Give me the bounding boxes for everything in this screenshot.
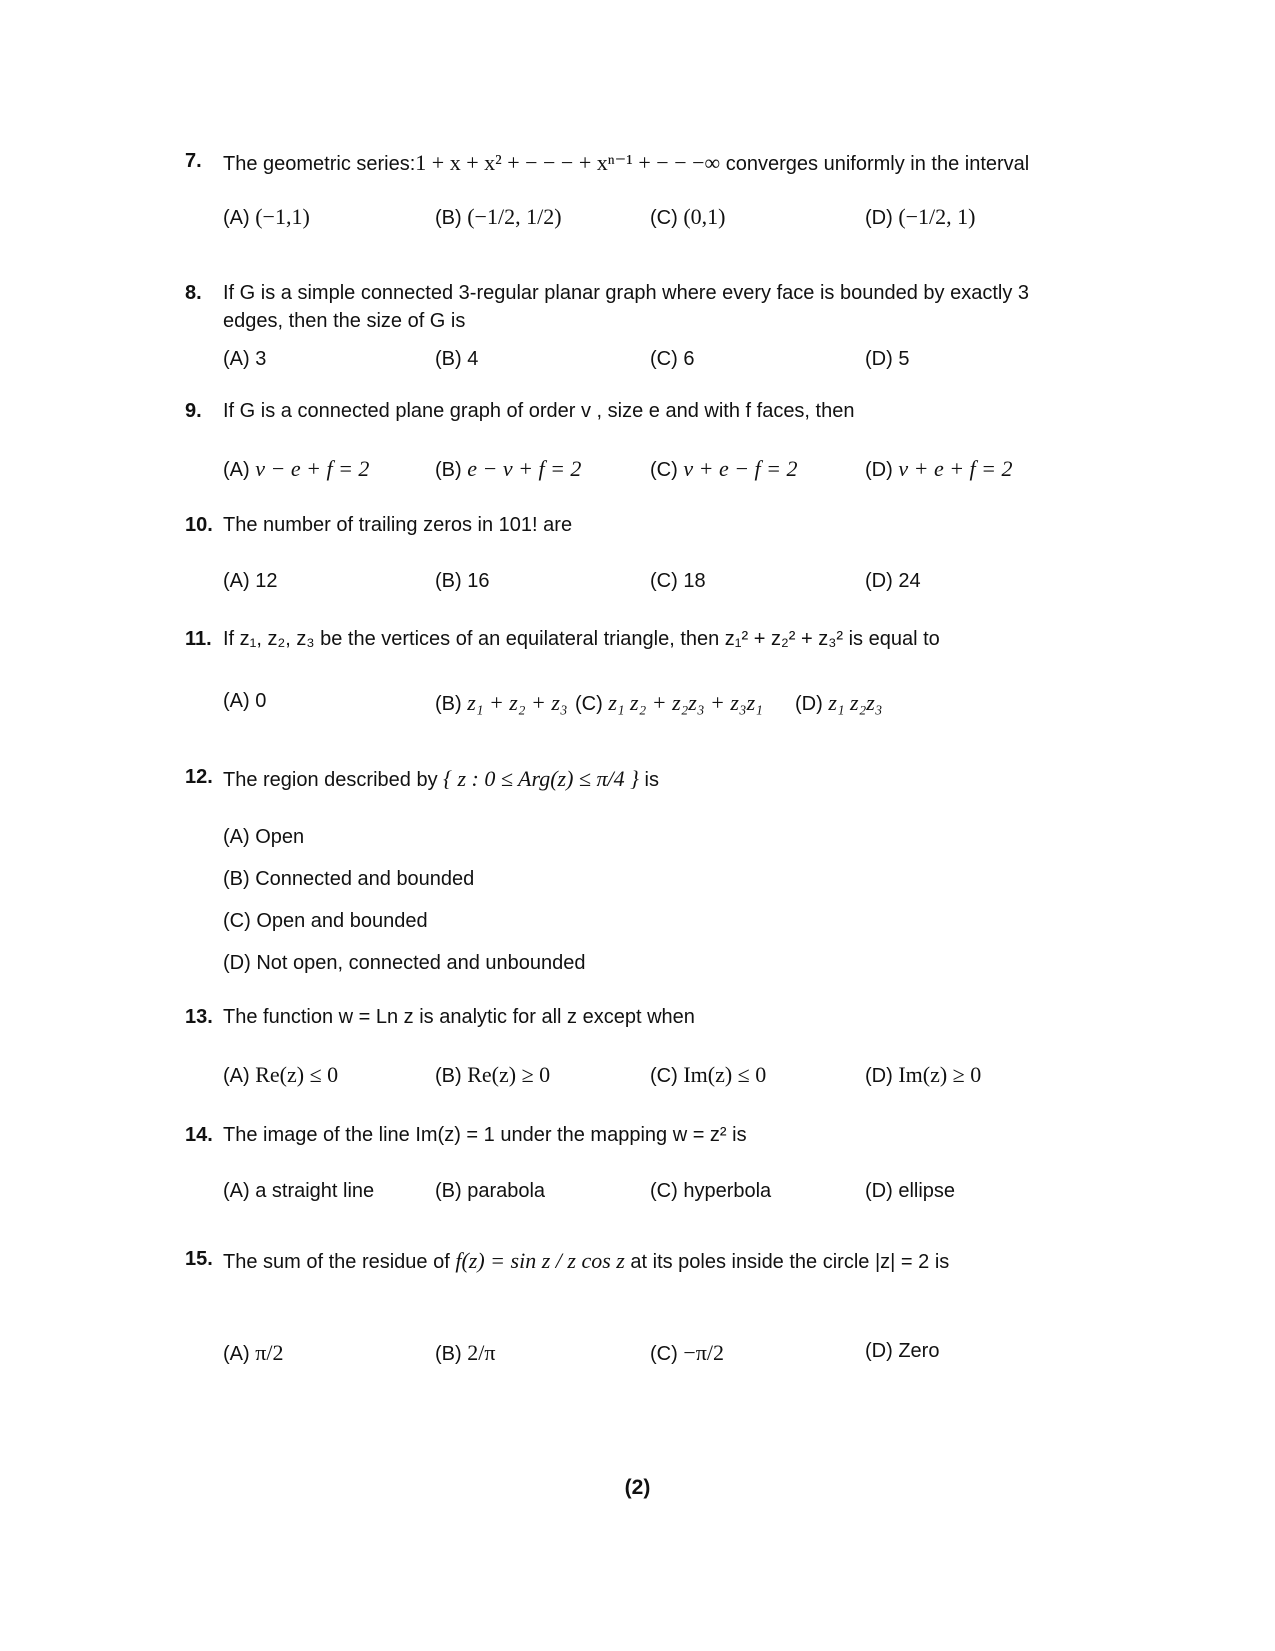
option-d[interactable]: (D) (−1/2, 1) <box>865 204 976 229</box>
option-d[interactable]: (D) z₁ z₂z₃ <box>795 690 883 715</box>
option-c[interactable]: (C) (0,1) <box>650 204 726 229</box>
question-number: 10. <box>185 514 213 536</box>
option-c[interactable]: (C) v + e − f = 2 <box>650 456 798 481</box>
question-text-line-1: If G is a simple connected 3-regular planar graph where every face is bounded by exactly 3 <box>223 282 1029 304</box>
option-d[interactable]: (D) Im(z) ≥ 0 <box>865 1062 982 1087</box>
option-a[interactable]: (A) a straight line <box>223 1180 375 1202</box>
option-b[interactable]: (B) z₁ + z₂ + z₃ <box>435 690 568 715</box>
question-text: The image of the line Im(z) = 1 under the mapping w = z² is <box>223 1124 747 1146</box>
question-number: 9. <box>185 400 202 422</box>
option-a[interactable]: (A) v − e + f = 2 <box>223 456 370 481</box>
option-d[interactable]: (D) v + e + f = 2 <box>865 456 1013 481</box>
option-b[interactable]: (B) (−1/2, 1/2) <box>435 204 562 229</box>
question-number: 11. <box>185 628 212 650</box>
option-c[interactable]: (C) 6 <box>650 348 695 370</box>
question-text: The region described by { z : 0 ≤ Arg(z) ≤ π/4 } is <box>223 766 659 791</box>
option-b[interactable]: (B) 16 <box>435 570 490 592</box>
option-a[interactable]: (A) π/2 <box>223 1340 284 1365</box>
option-a[interactable]: (A) 3 <box>223 348 267 370</box>
question-text: The geometric series:1 + x + x² + − − − + xⁿ⁻¹ + − − −∞ converges uniformly in the interval <box>223 150 1030 175</box>
option-b[interactable]: (B) parabola <box>435 1180 546 1202</box>
question-number: 8. <box>185 282 202 304</box>
series-expression: 1 + x + x² + − − − + xⁿ⁻¹ + − − −∞ <box>415 150 721 175</box>
option-d[interactable]: (D) Not open, connected and unbounded <box>223 952 586 974</box>
option-a[interactable]: (A) Open <box>223 826 305 848</box>
option-b[interactable]: (B) Connected and bounded <box>223 868 475 890</box>
option-c[interactable]: (C) Open and bounded <box>223 910 428 932</box>
question-text: If z₁, z₂, z₃ be the vertices of an equilateral triangle, then z₁² + z₂² + z₃² is equal to <box>223 628 940 650</box>
option-b[interactable]: (B) Re(z) ≥ 0 <box>435 1062 551 1087</box>
option-c[interactable]: (C) z₁ z₂ + z₂z₃ + z₃z₁ <box>575 690 763 715</box>
question-number: 15. <box>185 1248 213 1270</box>
question-text: The number of trailing zeros in 101! are <box>223 514 573 536</box>
option-c[interactable]: (C) hyperbola <box>650 1180 772 1202</box>
option-d[interactable]: (D) ellipse <box>865 1180 956 1202</box>
option-b[interactable]: (B) e − v + f = 2 <box>435 456 582 481</box>
set-expression: { z : 0 ≤ Arg(z) ≤ π/4 } <box>443 766 639 791</box>
option-c[interactable]: (C) Im(z) ≤ 0 <box>650 1062 767 1087</box>
option-d[interactable]: (D) 24 <box>865 570 921 592</box>
option-b[interactable]: (B) 4 <box>435 348 479 370</box>
question-text: If G is a connected plane graph of order v , size e and with f faces, then <box>223 400 855 422</box>
question-text-line-2: edges, then the size of G is <box>223 310 466 332</box>
option-b[interactable]: (B) 2/π <box>435 1340 496 1365</box>
page-number: (2) <box>624 1476 651 1499</box>
option-a[interactable]: (A) (−1,1) <box>223 204 310 229</box>
option-a[interactable]: (A) 0 <box>223 690 267 712</box>
option-c[interactable]: (C) −π/2 <box>650 1340 724 1365</box>
question-number: 7. <box>185 150 202 172</box>
option-c[interactable]: (C) 18 <box>650 570 706 592</box>
question-number: 14. <box>185 1124 213 1146</box>
function-expression: f(z) = sin z / z cos z <box>455 1248 625 1273</box>
option-a[interactable]: (A) 12 <box>223 570 278 592</box>
question-text: The sum of the residue of f(z) = sin z / z cos z at its poles inside the circle |z| = 2 is <box>223 1248 950 1273</box>
option-d[interactable]: (D) Zero <box>865 1340 940 1362</box>
question-text: The function w = Ln z is analytic for all z except when <box>223 1006 695 1028</box>
option-d[interactable]: (D) 5 <box>865 348 910 370</box>
option-a[interactable]: (A) Re(z) ≤ 0 <box>223 1062 339 1087</box>
question-number: 12. <box>185 766 213 788</box>
question-number: 13. <box>185 1006 213 1028</box>
